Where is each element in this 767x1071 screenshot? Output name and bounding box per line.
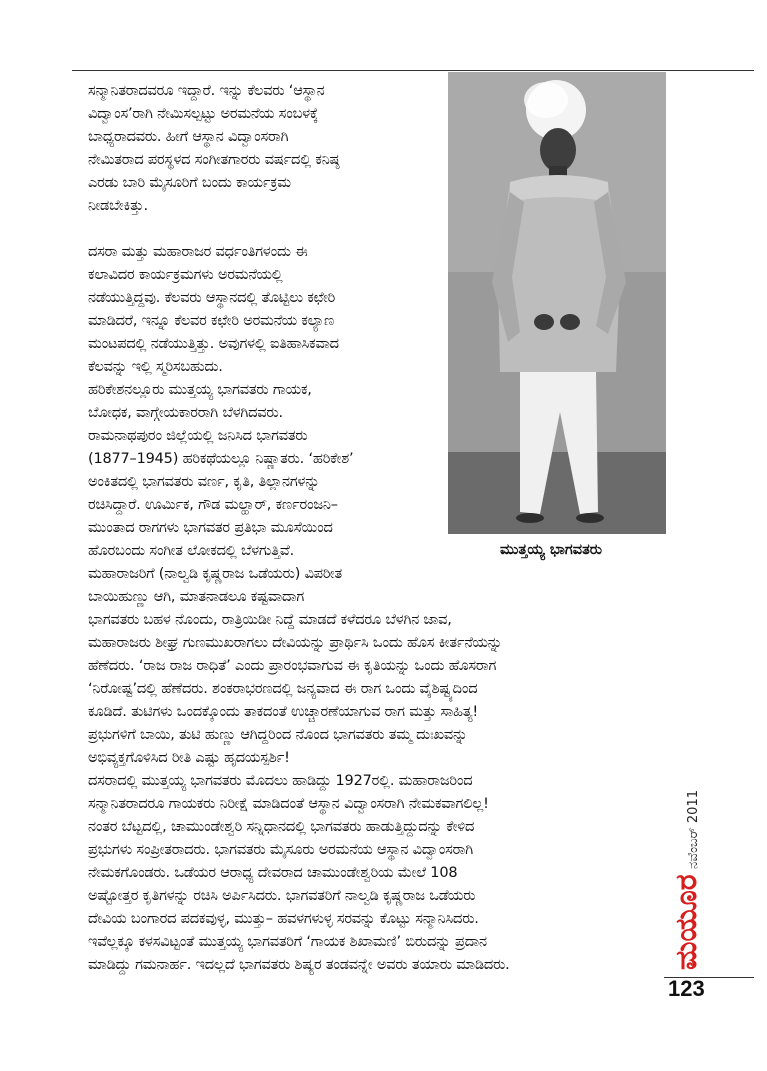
text-line: ದಸರಾದಲ್ಲಿ ಮುತ್ತಯ್ಯ ಭಾಗವತರು ಮೊದಲು ಹಾಡಿದ್ದು 1927ರಲ್ಲಿ. ಮಹಾರಾಜರಿಂದ [88,773,473,789]
text-line: ಇವೆಲ್ಲಕ್ಕೂ ಕಳಸವಿಟ್ಟಂತೆ ಮುತ್ತಯ್ಯ ಭಾಗವತರಿಗೆ ‘ಗಾಯಕ ಶಿಖಾಮಣಿ’ ಬಿರುದನ್ನು ಪ್ರದಾನ [88,934,487,950]
text-line: ಮಾಡಿದರೆ, ಇನ್ನೂ ಕೆಲವರ ಕಛೇರಿ ಅರಮನೆಯ ಕಲ್ಯಾಣ [88,313,335,329]
text-line: ಮಹಾರಾಜರು ಶೀಘ್ರ ಗುಣಮುಖರಾಗಲು ದೇವಿಯನ್ನು ಪ್ರಾರ್ಥಿಸಿ ಒಂದು ಹೊಸ ಕೀರ್ತನೆಯನ್ನು [88,635,503,651]
text-line: ಕೆಲವನ್ನು ಇಲ್ಲಿ ಸ್ಮರಿಸಬಹುದು. [88,359,223,375]
text-line: ನಡೆಯುತ್ತಿದ್ದವು. ಕೆಲವರು ಆಸ್ಥಾನದಲ್ಲಿ ತೊಟ್ಟಿಲು ಕಛೇರಿ [88,290,336,306]
text-line: ಅಭಿವ್ಯಕ್ತಗೊಳಿಸಿದ ರೀತಿ ಎಷ್ಟು ಹೃದಯಸ್ಪರ್ಶಿ! [88,750,290,766]
text-line: ಪ್ರಭುಗಳಿಗೆ ಬಾಯಿ, ತುಟಿ ಹುಣ್ಣು ಆಗಿದ್ದರಿಂದ ನೊಂದ ಭಾಗವತರು ತಮ್ಮ ದುಃಖವನ್ನು [88,727,468,743]
text-line: ಕಲಾವಿದರ ಕಾರ್ಯಕ್ರಮಗಳು ಅರಮನೆಯಲ್ಲಿ [88,267,283,283]
text-line: ಹೆಣೆದರು. ‘ರಾಜ ರಾಜ ರಾಧಿತೆ’ ಎಂದು ಪ್ರಾರಂಭವಾಗುವ ಈ ಕೃತಿಯನ್ನು ಒಂದು ಹೊಸರಾಗ [88,658,497,674]
page-number: 123 [668,976,705,1001]
text-line: ಸನ್ಮಾನಿತರಾದರೂ ಗಾಯಕರು ನಿರೀಕ್ಷೆ ಮಾಡಿದಂತೆ ಆಸ್ಥಾನ ವಿದ್ವಾಂಸರಾಗಿ ನೇಮಕವಾಗಲಿಲ್ಲ! [88,796,489,812]
text-line: ನೇಮಕಗೊಂಡರು. ಒಡೆಯರ ಆರಾಧ್ಯ ದೇವರಾದ ಚಾಮುಂಡೇಶ್ವರಿಯ ಮೇಲೆ 108 [88,865,458,881]
text-line: (1877–1945) ಹರಿಕಥೆಯಲ್ಲೂ ನಿಷ್ಣಾತರು. ‘ಹರಿಕೇಶ’ [88,451,354,467]
text-line: ಸನ್ಮಾನಿತರಾದವರೂ ಇದ್ದಾರೆ. ಇನ್ನು ಕೆಲವರು ‘ಆಸ್ಥಾನ [88,83,325,99]
photo-caption: ಮುತ್ತಯ್ಯ ಭಾಗವತರು [500,542,603,558]
text-line: ದೇವಿಯ ಬಂಗಾರದ ಪದಕವುಳ್ಳ, ಮುತ್ತು– ಹವಳಗಳುಳ್ಳ ಸರವನ್ನು ಕೊಟ್ಟು ಸನ್ಮಾನಿಸಿದರು. [88,911,479,927]
text-line: ‘ನಿರೋಷ್ಟ’ದಲ್ಲಿ ಹೆಣೆದರು. ಶಂಕರಾಭರಣದಲ್ಲಿ ಜನ್ಯವಾದ ಈ ರಾಗ ಒಂದು ವೈಶಿಷ್ಟ್ಯದಿಂದ [88,681,478,697]
text-line: ಬಾಧ್ಯರಾದವರು. ಹೀಗೆ ಆಸ್ಥಾನ ವಿದ್ವಾಂಸರಾಗಿ [88,129,289,145]
text-line: ಬಾಯಿಹುಣ್ಣು ಆಗಿ, ಮಾತನಾಡಲೂ ಕಷ್ಟವಾದಾಗ [88,589,304,605]
paragraph-3 [88,379,502,770]
text-line: ಅಂಕಿತದಲ್ಲಿ ಭಾಗವತರು ವರ್ಣ, ಕೃತಿ, ತಿಲ್ಲಾನಗಳನ್ನು [88,474,320,490]
paragraph-1 [88,80,339,218]
text-line: ನೇಮಿತರಾದ ಪರಸ್ಥಳದ ಸಂಗೀತಗಾರರು ವರ್ಷದಲ್ಲಿ ಕನಿಷ್ಠ [88,152,340,168]
portrait-illustration [448,72,666,534]
text-line: ಮಂಟಪದಲ್ಲಿ ನಡೆಯುತ್ತಿತ್ತು. ಅವುಗಳಲ್ಲಿ ಐತಿಹಾಸಿಕವಾದ [88,336,339,352]
text-line: ರಚಿಸಿದ್ದಾರೆ. ಊರ್ಮಿಕ, ಗೌಡ ಮಲ್ಹಾರ್, ಕರ್ಣರಂಜನಿ– [88,497,338,513]
paragraph-4 [88,770,510,977]
text-line: ಕೂಡಿದೆ. ತುಟಿಗಳು ಒಂದಕ್ಕೊಂದು ತಾಕದಂತೆ ಉಚ್ಚಾರಣೆಯಾಗುವ ರಾಗ ಮತ್ತು ಸಾಹಿತ್ಯ! [88,704,479,720]
text-line: ನಂತರ ಬೆಟ್ಟದಲ್ಲಿ, ಚಾಮುಂಡೇಶ್ವರಿ ಸನ್ನಿಧಾನದಲ್ಲಿ ಭಾಗವತರು ಹಾಡುತ್ತಿದ್ದುದನ್ನು ಕೇಳಿದ [88,819,475,835]
text-line: ಹರಿಕೇಶನಲ್ಲೂರು ಮುತ್ತಯ್ಯ ಭಾಗವತರು ಗಾಯಕ, [88,382,312,398]
text-line: ನೀಡಬೇಕಿತ್ತು. [88,198,148,214]
text-line: ರಾಮನಾಥಪುರಂ ಜಿಲ್ಲೆಯಲ್ಲಿ ಜನಿಸಿದ ಭಾಗವತರು [88,428,308,444]
issue-date: ನವೆಂಬರ್ 2011 [686,790,701,869]
text-line: ಮಾಡಿದ್ದು ಗಮನಾರ್ಹ. ಇದಲ್ಲದೆ ಭಾಗವತರು ಶಿಷ್ಯರ ತಂಡವನ್ನೇ ಅವರು ತಯಾರು ಮಾಡಿದರು. [88,957,510,973]
text-line: ಅಷ್ಟೋತ್ತರ ಕೃತಿಗಳನ್ನು ರಚಿಸಿ ಅರ್ಪಿಸಿದರು. ಭಾಗವತರಿಗೆ ನಾಲ್ವಡಿ ಕೃಷ್ಣರಾಜ ಒಡೆಯರು [88,888,476,904]
text-line: ಬೋಧಕ, ವಾಗ್ಗೇಯಕಾರರಾಗಿ ಬೆಳಗಿದವರು. [88,405,283,421]
text-line: ಹೊರಬಂದು ಸಂಗೀತ ಲೋಕದಲ್ಲಿ ಬೆಳಗುತ್ತಿವೆ. [88,543,294,559]
portrait-photo [448,72,666,534]
text-line: ಪ್ರಭುಗಳು ಸಂಪ್ರೀತರಾದರು. ಭಾಗವತರು ಮೈಸೂರು ಅರಮನೆಯ ಆಸ್ಥಾನ ವಿದ್ವಾಂಸರಾಗಿ [88,842,473,858]
text-line: ವಿದ್ವಾಂಸ’ರಾಗಿ ನೇಮಿಸಲ್ಪಟ್ಟು ಅರಮನೆಯ ಸಂಬಳಕ್ಕೆ [88,106,319,122]
paragraph-2 [88,241,339,379]
text-line: ಮಹಾರಾಜರಿಗೆ (ನಾಲ್ವಡಿ ಕೃಷ್ಣರಾಜ ಒಡೆಯರು) ವಿಪರೀತ [88,566,342,582]
text-line: ದಸರಾ ಮತ್ತು ಮಹಾರಾಜರ ವರ್ಧಂತಿಗಳಂದು ಈ [88,244,308,260]
magazine-logo: ಮಯೂರ [669,874,704,970]
text-line: ಮುಂತಾದ ರಾಗಗಳು ಭಾಗವತರ ಪ್ರತಿಭಾ ಮೂಸೆಯಿಂದ [88,520,333,536]
text-line: ಭಾಗವತರು ಬಹಳ ನೊಂದು, ರಾತ್ರಿಯಿಡೀ ನಿದ್ದೆ ಮಾಡದೆ ಕಳೆದರೂ ಬೆಳಗಿನ ಜಾವ, [88,612,452,628]
top-divider [72,70,754,71]
text-line: ಎರಡು ಬಾರಿ ಮೈಸೂರಿಗೆ ಬಂದು ಕಾರ್ಯಕ್ರಮ [88,175,291,191]
